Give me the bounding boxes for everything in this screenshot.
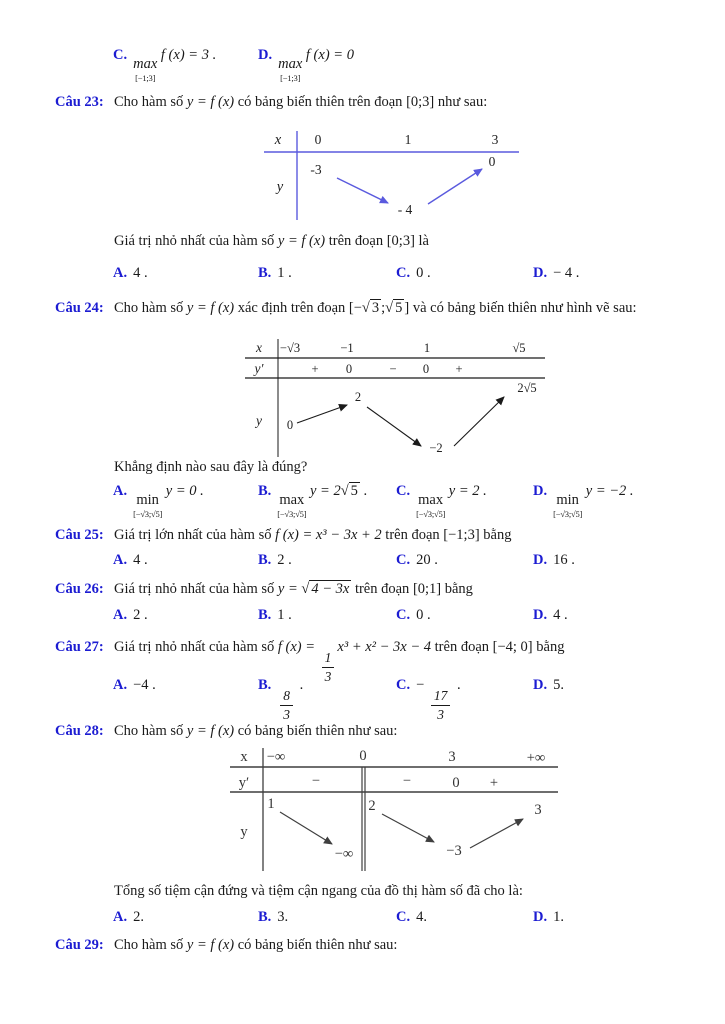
answer-letter: C. [396,607,411,623]
arrow-up [428,169,482,204]
arrow-down [382,814,434,842]
arrow-up [470,819,523,848]
answer-letter: A. [113,265,128,281]
answer-option-a [113,606,148,624]
answer-letter: A. [113,607,128,623]
answer-option-b [258,264,292,282]
sign: 0 [345,362,353,376]
q27-intro: Giá trị nhỏ nhất của hàm số f (x) = $\frac{1}{3}$ x³ + x² − 3x − 4 trên đoạn [−4; 0] bằng [114,639,565,684]
sign: − [311,773,321,789]
sign: 0 [452,775,460,791]
answer-letter: D. [533,552,548,568]
q28-label: Câu 28: [55,723,104,739]
x-value: 0 [314,132,322,147]
arrow-down [337,178,388,203]
x-value: 1 [423,341,431,355]
y-limit-value: −∞ [334,846,354,862]
answer-letter: D. [533,483,548,499]
answer-text: 5. [553,677,564,693]
answer-option-a [113,676,156,694]
x-value: 3 [491,132,499,147]
answer-text: 4 . [553,607,568,623]
sign: + [489,775,499,791]
answer-text: 1 . [277,265,292,281]
answer-text: max [−1;3] f (x) = 0 [278,47,354,83]
y-row-label: y [240,824,248,840]
answer-option-c [396,908,427,926]
answer-letter: A. [113,909,128,925]
y-value: 0 [488,154,496,169]
answer-text: 2 . [133,607,148,623]
answer-text: 3. [277,909,289,925]
answer-text: 2 . [277,552,292,568]
answer-letter: D. [533,265,548,281]
answer-text: 4 . [133,265,148,281]
answer-option-a [113,482,204,518]
arrow-up [454,397,504,446]
answer-option-c [396,606,431,624]
answer-option-b [258,908,288,926]
answer-option-a [113,264,148,282]
answer-text: min [−√3;√5] y = −2 . [553,483,634,519]
q29-label: Câu 29: [55,937,104,953]
q29-intro: Cho hàm số y = f (x) có bảng biến thiên như sau: [114,937,398,953]
answer-option-d [533,551,575,569]
q24-variation-table [243,337,548,459]
answer-option-d [533,264,579,282]
yprime-row-label: y′ [238,775,250,791]
y-row-label: y [256,413,262,428]
answer-option-b [258,551,292,569]
y-value: 3 [534,802,542,818]
answer-letter: D. [533,607,548,623]
answer-letter: B. [258,265,272,281]
answer-option-d [258,46,354,82]
answer-letter: A. [113,677,128,693]
x-value: √5 [512,341,526,355]
answer-option-c [113,46,216,82]
y-value: 2 [368,798,376,814]
answer-letter: C. [396,552,411,568]
q25-label: Câu 25: [55,527,104,543]
answer-text: max [−√3;√5] y = 2 . [416,483,487,519]
answer-letter: C. [113,47,128,63]
y-min-value: −2 [429,441,443,455]
answer-option-d [533,908,564,926]
y-row-label: y [276,179,284,195]
q28-intro: Cho hàm số y = f (x) có bảng biến thiên như sau: [114,723,398,739]
answer-option-b [258,482,367,518]
q23-intro: Cho hàm số y = f (x) có bảng biến thiên trên đoạn [0;3] như sau: [114,94,488,110]
q24-intro: Cho hàm số y = f (x) xác định trên đoạn [−√ 3 ;√ 5 ] và có bảng biến thiên như hình vẽ sau: [114,300,637,316]
answer-text: 20 . [416,552,438,568]
answer-text: −4 . [133,677,156,693]
answer-option-b [258,676,303,721]
q25-intro: Giá trị lớn nhất của hàm số f (x) = x³ − 3x + 2 trên đoạn [−1;3] bằng [114,527,512,543]
answer-letter: B. [258,909,272,925]
q26-intro: Giá trị nhỏ nhất của hàm số y = √ 4 − 3x trên đoạn [0;1] bằng [114,581,473,597]
x-value: −1 [340,341,354,355]
y-value: 2√5 [517,381,537,395]
x-value: −∞ [266,749,286,765]
answer-text: max [−1;3] f (x) = 3 . [133,47,217,83]
y-value: -3 [310,162,322,177]
x-row-label: x [256,340,262,355]
x-value: 0 [359,748,367,764]
answer-text: − $\frac{17}{3}$ . [416,677,461,722]
x-value: 3 [448,749,456,765]
answer-text: 4 . [133,552,148,568]
x-value: +∞ [526,750,546,766]
y-min-value: −3 [446,843,462,859]
answer-letter: C. [396,909,411,925]
sign: + [455,362,463,376]
q28-question-text: Tổng số tiệm cận đứng và tiệm cận ngang của đồ thị hàm số đã cho là: [114,883,523,899]
arrow-down [367,407,421,446]
answer-letter: D. [533,677,548,693]
answer-letter: B. [258,607,272,623]
arrow-up [297,405,347,423]
sign: + [311,362,319,376]
q26-label: Câu 26: [55,581,104,597]
answer-text: 4. [416,909,427,925]
x-value: −√3 [279,341,301,355]
answer-option-d [533,482,634,518]
x-row-label: x [274,132,282,148]
answer-option-a [113,908,144,926]
y-max-value: 2 [354,390,362,404]
answer-text: $\frac{8}{3}$ . [277,677,303,693]
answer-letter: C. [396,483,411,499]
answer-text: 0 . [416,265,431,281]
y-min-value: - 4 [397,202,413,217]
answer-option-c [396,482,487,518]
q28-variation-table [228,746,562,873]
answer-text: 2. [133,909,144,925]
sign: − [402,773,412,789]
answer-letter: D. [533,909,548,925]
yprime-row-label: y′ [254,361,264,376]
answer-letter: B. [258,677,272,693]
answer-text: − 4 . [553,265,580,281]
q23-label: Câu 23: [55,94,104,110]
answer-text: min [−√3;√5] y = 0 . [133,483,204,519]
x-row-label: x [240,749,248,765]
q23-question-text: Giá trị nhỏ nhất của hàm số y = f (x) trên đoạn [0;3] là [114,233,429,249]
q27-label: Câu 27: [55,639,104,655]
answer-text: 16 . [553,552,575,568]
answer-letter: D. [258,47,273,63]
x-value: 1 [404,132,412,147]
answer-letter: B. [258,552,272,568]
answer-text: 1 . [277,607,292,623]
answer-letter: C. [396,677,411,693]
answer-option-c [396,264,431,282]
y-value: 1 [267,796,275,812]
y-value: 0 [286,418,294,432]
arrow-down [280,812,332,844]
answer-option-c [396,676,461,721]
answer-letter: B. [258,483,272,499]
answer-letter: A. [113,552,128,568]
answer-option-c [396,551,438,569]
answer-text: 0 . [416,607,431,623]
sign: 0 [422,362,430,376]
q23-variation-table [258,127,524,225]
answer-text: 1. [553,909,564,925]
answer-text: max [−√3;√5] y = 2√ 5 . [277,483,368,519]
answer-option-d [533,676,564,694]
answer-option-a [113,551,148,569]
sign: − [389,362,397,376]
answer-option-d [533,606,568,624]
q24-label: Câu 24: [55,300,104,316]
answer-letter: A. [113,483,128,499]
q24-question-text: Khẳng định nào sau đây là đúng? [114,459,308,475]
answer-letter: C. [396,265,411,281]
answer-option-b [258,606,292,624]
